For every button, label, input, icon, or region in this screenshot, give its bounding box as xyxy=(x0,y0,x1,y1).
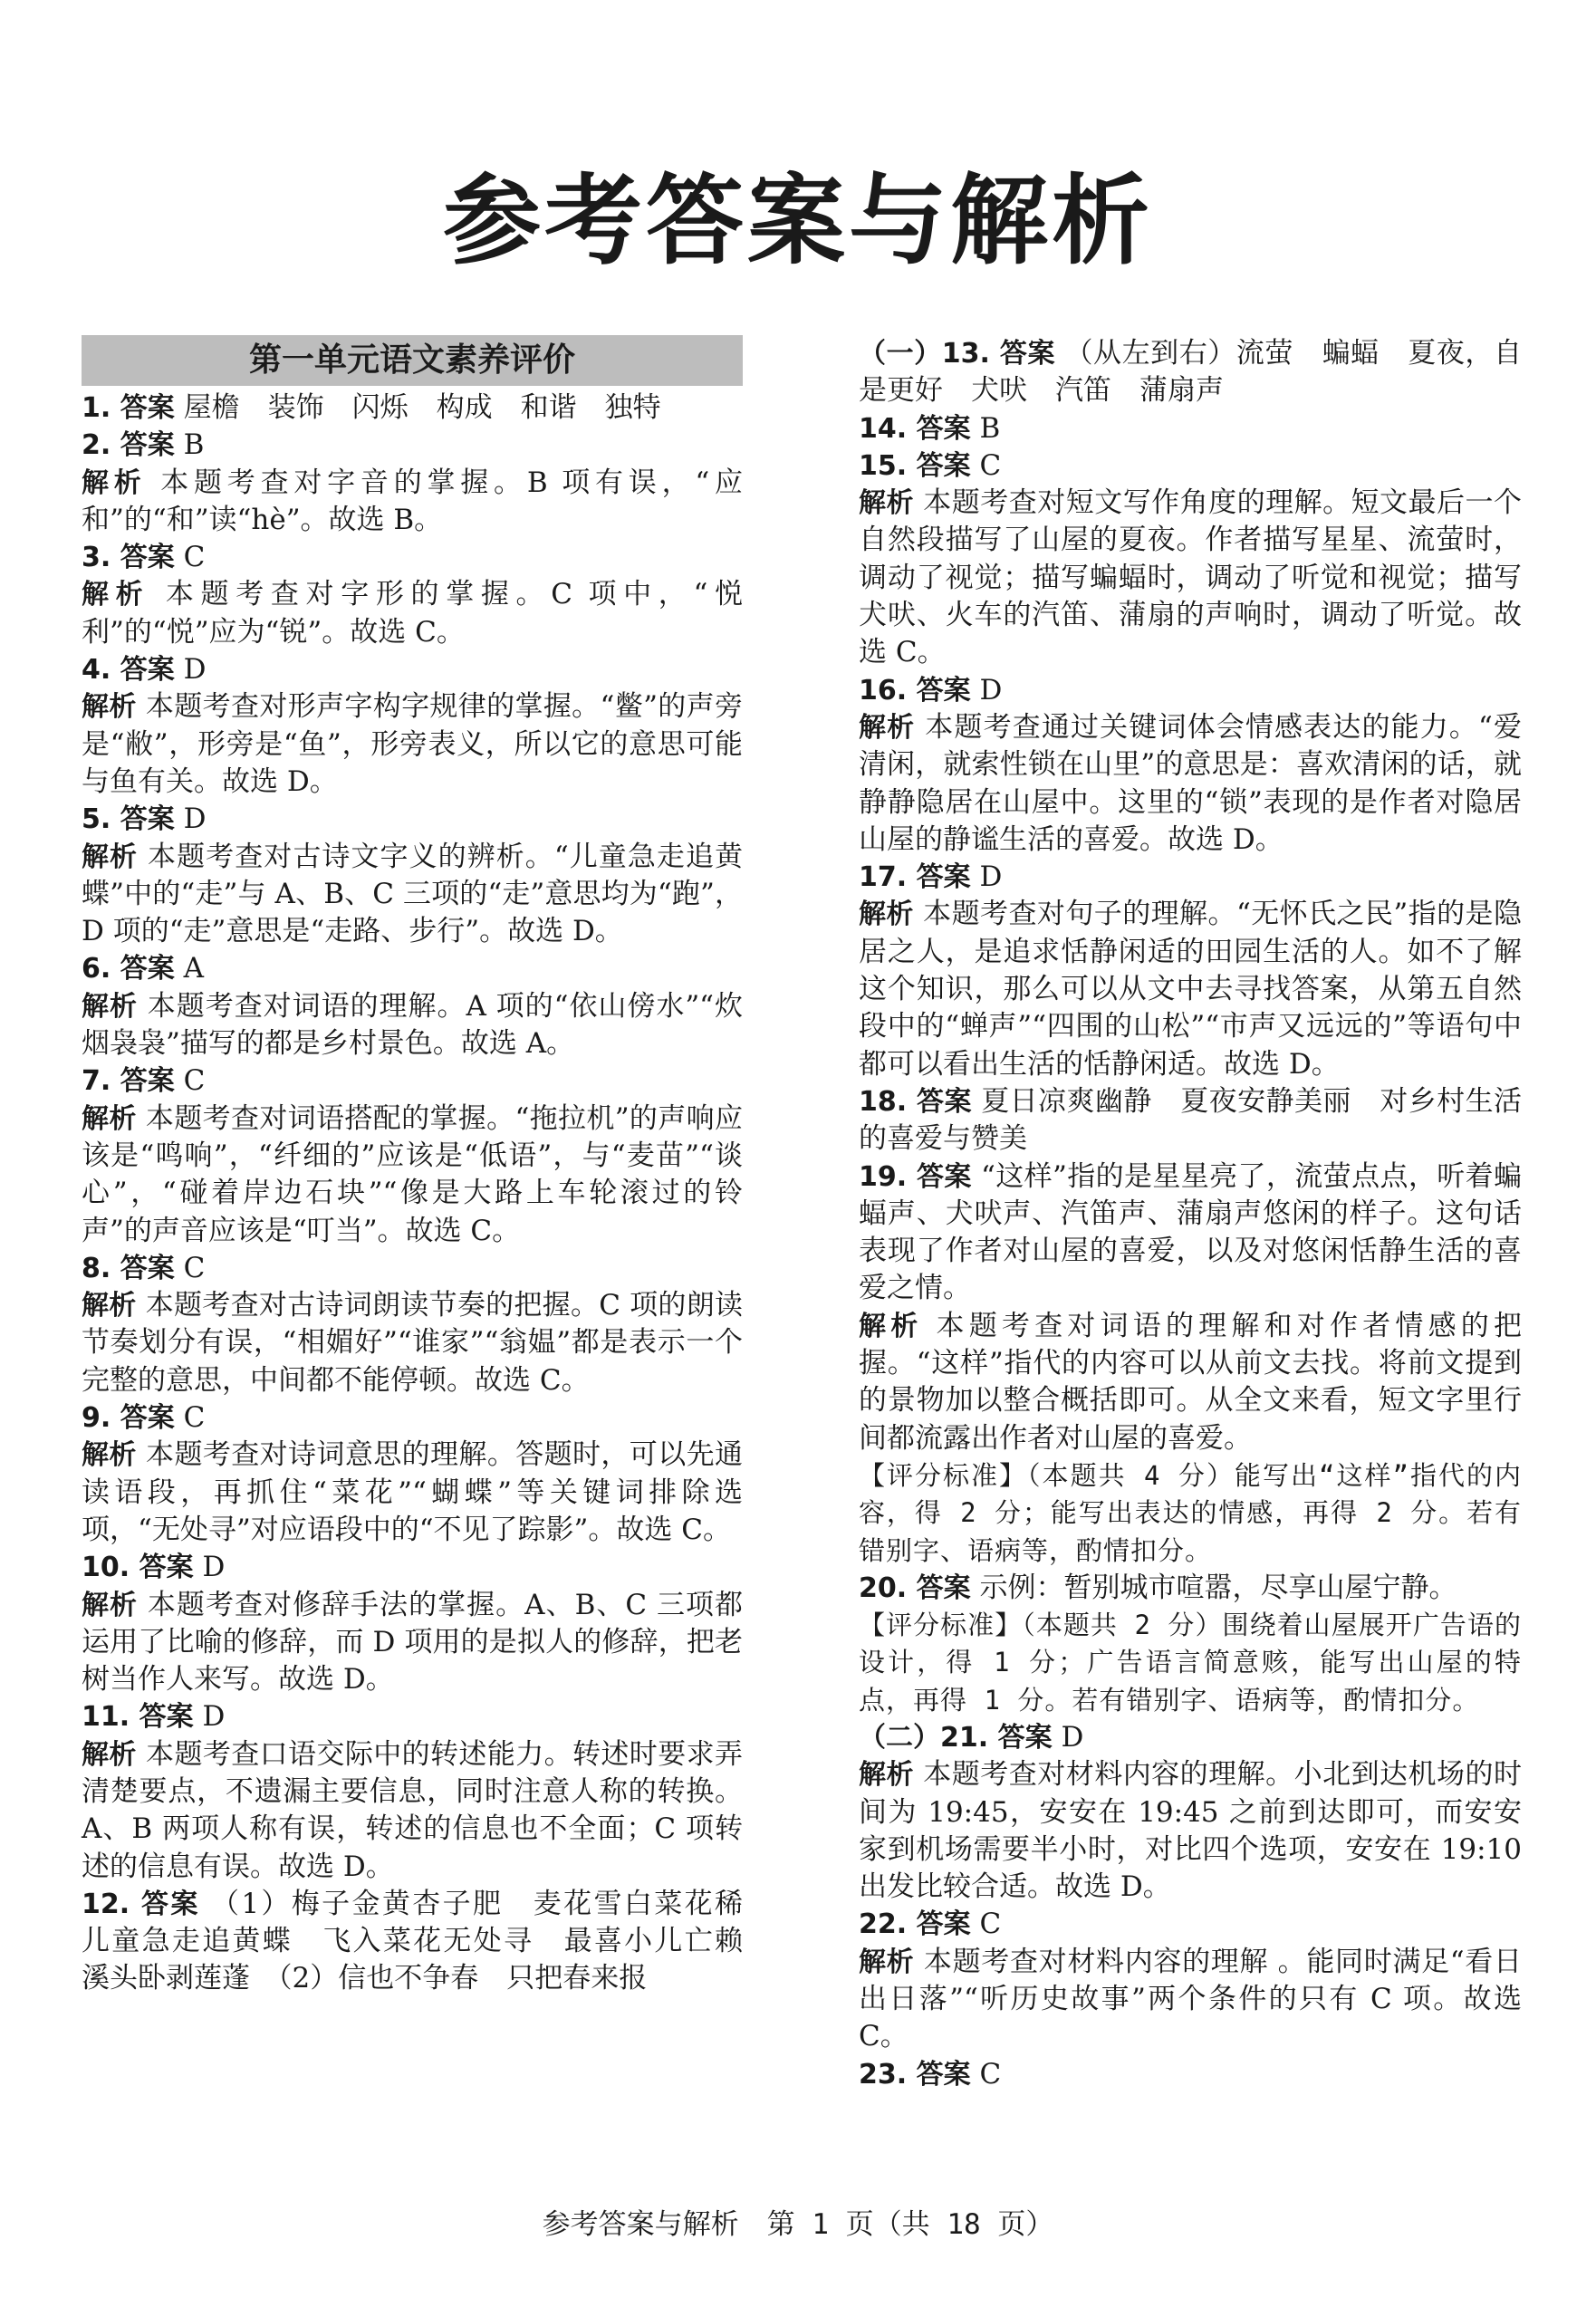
answer-label: 9. 答案 xyxy=(82,1402,175,1435)
answer-item xyxy=(859,485,1522,671)
left-column xyxy=(82,335,772,1998)
answer-text: D xyxy=(970,860,1003,894)
answer-item xyxy=(82,950,743,987)
page-title: 参考答案与解析 xyxy=(442,165,1153,278)
answer-text: 本题考查对词语搭配的掌握。“拖拉机”的声响应该是“鸣响”，“纤细的”应该是“低语”，与“麦苗”“谈心”，“碰着岸边石块”“像是大路上车轮滚过的铃声”的声音应该是“叮当”。故选 C。 xyxy=(82,1101,743,1247)
answer-item xyxy=(82,1250,743,1287)
answer-item xyxy=(859,709,1522,859)
answer-item xyxy=(82,465,743,540)
answer-item xyxy=(82,1736,743,1886)
page-footer: 参考答案与解析 第 1 页（共 18 页） xyxy=(542,2208,1054,2241)
answer-text: D xyxy=(193,1700,226,1734)
answer-label: 解析 xyxy=(82,1102,137,1135)
answer-text: A xyxy=(174,952,204,985)
answer-label: 解析 xyxy=(82,841,139,873)
answer-item xyxy=(859,896,1522,1082)
answer-label: 11. 答案 xyxy=(82,1701,194,1734)
answer-item xyxy=(859,410,1522,447)
answer-label: （一）13. 答案 xyxy=(859,338,1056,370)
right-answer-list xyxy=(859,335,1531,2093)
answer-text: 本题考查对字形的掌握。C 项中，“悦利”的“悦”应为“锐”。故选 C。 xyxy=(82,578,743,649)
answer-item xyxy=(82,1062,743,1100)
answer-label: 5. 答案 xyxy=(82,803,175,836)
answer-text: 本题考查对句子的理解。“无怀氏之民”指的是隐居之人，是追求恬静闲适的田园生活的人。如不了解这个知识，那么可以从文中去寻找答案，从第五自然段中的“蝉声”“四围的山松”“市声又远远的”等语句中都可以看出生活的恬静闲适。故选 D。 xyxy=(859,898,1522,1081)
answer-label: 3. 答案 xyxy=(82,542,175,574)
answer-item xyxy=(859,1756,1531,1906)
answer-text: 本题考查对古诗文字义的辨析。“儿童急走追黄蝶”中的“走”与 A、B、C 三项的“走”意思均为“跑”，D 项的“走”意思是“走路、步行”。故选 D。 xyxy=(82,840,744,948)
answer-item xyxy=(82,1587,743,1699)
answer-item xyxy=(82,1437,743,1549)
answer-label: 解析 xyxy=(82,691,137,724)
answer-label: 解析 xyxy=(859,899,914,931)
answer-label: 解析 xyxy=(859,1310,923,1342)
answer-label: 14. 答案 xyxy=(859,412,971,445)
answer-text: 本题考查对字音的掌握。B 项有误，“应和”的“和”读“hè”。故选 B。 xyxy=(82,466,744,536)
answer-item xyxy=(859,859,1522,896)
answer-text: D xyxy=(1052,1720,1084,1754)
answer-text: B xyxy=(970,411,1001,445)
answer-item xyxy=(82,539,743,576)
answer-label: 解析 xyxy=(82,1290,137,1322)
answer-label: 解析 xyxy=(859,1946,915,1978)
answer-text: 本题考查对词语的理解。A 项的“依山傍水”“炊烟袅袅”描写的都是乡村景色。故选 A。 xyxy=(82,989,744,1061)
answer-item xyxy=(82,427,743,464)
answer-item xyxy=(82,1698,743,1735)
answer-item xyxy=(82,988,743,1063)
answer-label: 8. 答案 xyxy=(82,1252,175,1284)
section-header: 第一单元语文素养评价 xyxy=(82,335,743,386)
answer-label: 15. 答案 xyxy=(859,449,971,482)
answer-item xyxy=(82,1399,743,1437)
answer-text: D xyxy=(174,653,207,687)
scoring-standard: 【评分标准】（本题共 4 分）能写出“这样”指代的内容，得 2 分；能写出表达的情感，再得 2 分。若有错别字、语病等，酌情扣分。 xyxy=(859,1459,1522,1566)
answer-label: 2. 答案 xyxy=(82,429,175,462)
scoring-standard: 【评分标准】（本题共 2 分）围绕着山屋展开广告语的设计，得 1 分；广告语言简意赅，能写出山屋的特点，再得 1 分。若有错别字、语病等，酌情扣分。 xyxy=(859,1610,1522,1716)
answer-item xyxy=(82,1549,743,1586)
answer-item xyxy=(859,1308,1522,1457)
answer-text: C xyxy=(174,1401,206,1435)
right-column xyxy=(859,335,1531,2093)
answer-item xyxy=(859,1719,1522,1756)
answer-item xyxy=(859,1944,1531,2056)
answer-label: 23. 答案 xyxy=(859,2058,971,2091)
answer-text: C xyxy=(970,2057,1002,2091)
answer-label: 解析 xyxy=(82,1738,137,1771)
answer-label: 1. 答案 xyxy=(82,392,175,424)
answer-label: 22. 答案 xyxy=(859,1908,971,1941)
answer-label: 6. 答案 xyxy=(82,953,175,985)
answer-text: “这样”指的是星星亮了，流萤点点，听着蝙蝠声、犬吠声、汽笛声、蒲扇声悠闲的样子。这句话表现了作者对山屋的喜爱，以及对悠闲恬静生活的喜爱之情。 xyxy=(859,1159,1522,1305)
answer-text: C xyxy=(174,1251,206,1284)
answer-text: 示例：暂别城市喧嚣，尽享山屋宁静。 xyxy=(970,1571,1457,1604)
answer-text: 本题考查对古诗词朗读节奏的把握。C 项的朗读节奏划分有误，“相媚好”“谁家”“翁媪”都是表示一个完整的意思，中间都不能停顿。故选 C。 xyxy=(82,1289,743,1397)
answer-text: 本题考查对形声字构字规律的掌握。“鳖”的声旁是“敝”，形旁是“鱼”，形旁表义，所以它的意思可能与鱼有关。故选 D。 xyxy=(82,690,743,798)
answer-label: （二）21. 答案 xyxy=(859,1721,1053,1754)
answer-text: 本题考查通过关键词体会情感表达的能力。“爱清闲，就索性锁在山里”的意思是：喜欢清闲的话，就静静隐居在山屋中。这里的“锁”表现的是作者对隐居山屋的静谧生活的喜爱。故选 D。 xyxy=(859,710,1523,856)
answer-text: 本题考查对修辞手法的掌握。A、B、C 三项都运用了比喻的修辞，而 D 项用的是拟人的修辞，把老树当作人来写。故选 D。 xyxy=(82,1588,744,1697)
answer-text: 本题考查对短文写作角度的理解。短文最后一个自然段描写了山屋的夏夜。作者描写星星、流萤时，调动了视觉；描写蝙蝠时，调动了听觉和视觉；描写犬吠、火车的汽笛、蒲扇的声响时，调动了听觉。故选 C。 xyxy=(859,486,1522,669)
answer-text: 屋檐 装饰 闪烁 构成 和谐 独特 xyxy=(174,391,661,424)
answer-item xyxy=(82,1101,743,1250)
answer-label: 4. 答案 xyxy=(82,654,175,687)
answer-item xyxy=(859,447,1522,485)
answer-item xyxy=(859,1158,1522,1308)
answer-text: D xyxy=(193,1551,226,1584)
answer-item xyxy=(82,839,743,951)
answer-label: 解析 xyxy=(859,487,914,520)
answer-item xyxy=(82,801,743,838)
answer-text: 夏日凉爽幽静 夏夜安静美丽 对乡村生活的喜爱与赞美 xyxy=(859,1084,1523,1156)
answer-text: 本题考查对材料内容的理解 。能同时满足“看日出日落”“听历史故事”两个条件的只有 C 项。故选 C。 xyxy=(859,1945,1531,2053)
answer-label: 解析 xyxy=(859,711,916,744)
answer-item xyxy=(859,335,1522,410)
answer-label: 10. 答案 xyxy=(82,1552,194,1584)
answer-item xyxy=(859,1570,1522,1607)
answer-item xyxy=(82,1287,743,1399)
answer-text: （1）梅子金黄杏子肥 麦花雪白菜花稀 儿童急走追黄蝶 飞入菜花无处寻 最喜小儿亡赖 溪头卧剥莲蓬 （2）信也不争春 只把春来报 xyxy=(82,1887,772,1995)
answer-text: 本题考查对诗词意思的理解。答题时，可以先通读语段，再抓住“菜花”“蝴蝶”等关键词排除选项，“无处寻”对应语段中的“不见了踪影”。故选 C。 xyxy=(82,1438,744,1546)
answer-text: C xyxy=(174,541,206,574)
left-answer-list xyxy=(82,389,772,1998)
answer-text: （从左到右）流萤 蝙蝠 夏夜，自是更好 犬吠 汽笛 蒲扇声 xyxy=(859,337,1522,408)
answer-text: D xyxy=(174,803,207,836)
answer-label: 解析 xyxy=(82,579,150,611)
answer-label: 解析 xyxy=(82,466,147,499)
answer-label: 解析 xyxy=(859,1759,914,1792)
answer-label: 20. 答案 xyxy=(859,1572,971,1604)
answer-text: 本题考查口语交际中的转述能力。转述时要求弄清楚要点，不遗漏主要信息，同时注意人称的转换。A、B 两项人称有误，转述的信息也不全面；C 项转述的信息有误。故选 D。 xyxy=(82,1737,743,1883)
answer-text: C xyxy=(970,1908,1002,1941)
answer-text: 本题考查对词语的理解和对作者情感的把握。“这样”指代的内容可以从前文去找。将前文提到的景物加以整合概括即可。从全文来看，短文字里行间都流露出作者对山屋的喜爱。 xyxy=(859,1309,1523,1455)
answer-item xyxy=(82,389,743,427)
answer-text: C xyxy=(970,448,1002,482)
answer-text: D xyxy=(970,673,1003,707)
answer-label: 12. 答案 xyxy=(82,1888,200,1920)
answer-label: 16. 答案 xyxy=(859,674,971,707)
answer-item xyxy=(82,651,743,688)
answer-label: 18. 答案 xyxy=(859,1085,972,1118)
answer-label: 解析 xyxy=(82,1589,139,1621)
answer-item xyxy=(82,1886,772,1998)
answer-text: B xyxy=(174,428,205,462)
answer-label: 7. 答案 xyxy=(82,1065,175,1098)
answer-item xyxy=(82,576,743,651)
answer-label: 解析 xyxy=(82,990,138,1023)
answer-item xyxy=(859,2056,1522,2093)
answer-label: 17. 答案 xyxy=(859,861,971,894)
answer-item xyxy=(859,672,1522,709)
answer-item xyxy=(859,1906,1522,1943)
answer-label: 解析 xyxy=(82,1439,137,1472)
answer-text: 本题考查对材料内容的理解。小北到达机场的时间为 19:45，安安在 19:45 之前到达即可，而安安家到机场需要半小时，对比四个选项，安安在 19:10 出发比较合适。故选 D。 xyxy=(859,1758,1531,1904)
answer-label: 19. 答案 xyxy=(859,1160,972,1193)
answer-text: C xyxy=(174,1064,206,1098)
answer-item xyxy=(859,1083,1522,1158)
answer-item xyxy=(82,688,743,801)
